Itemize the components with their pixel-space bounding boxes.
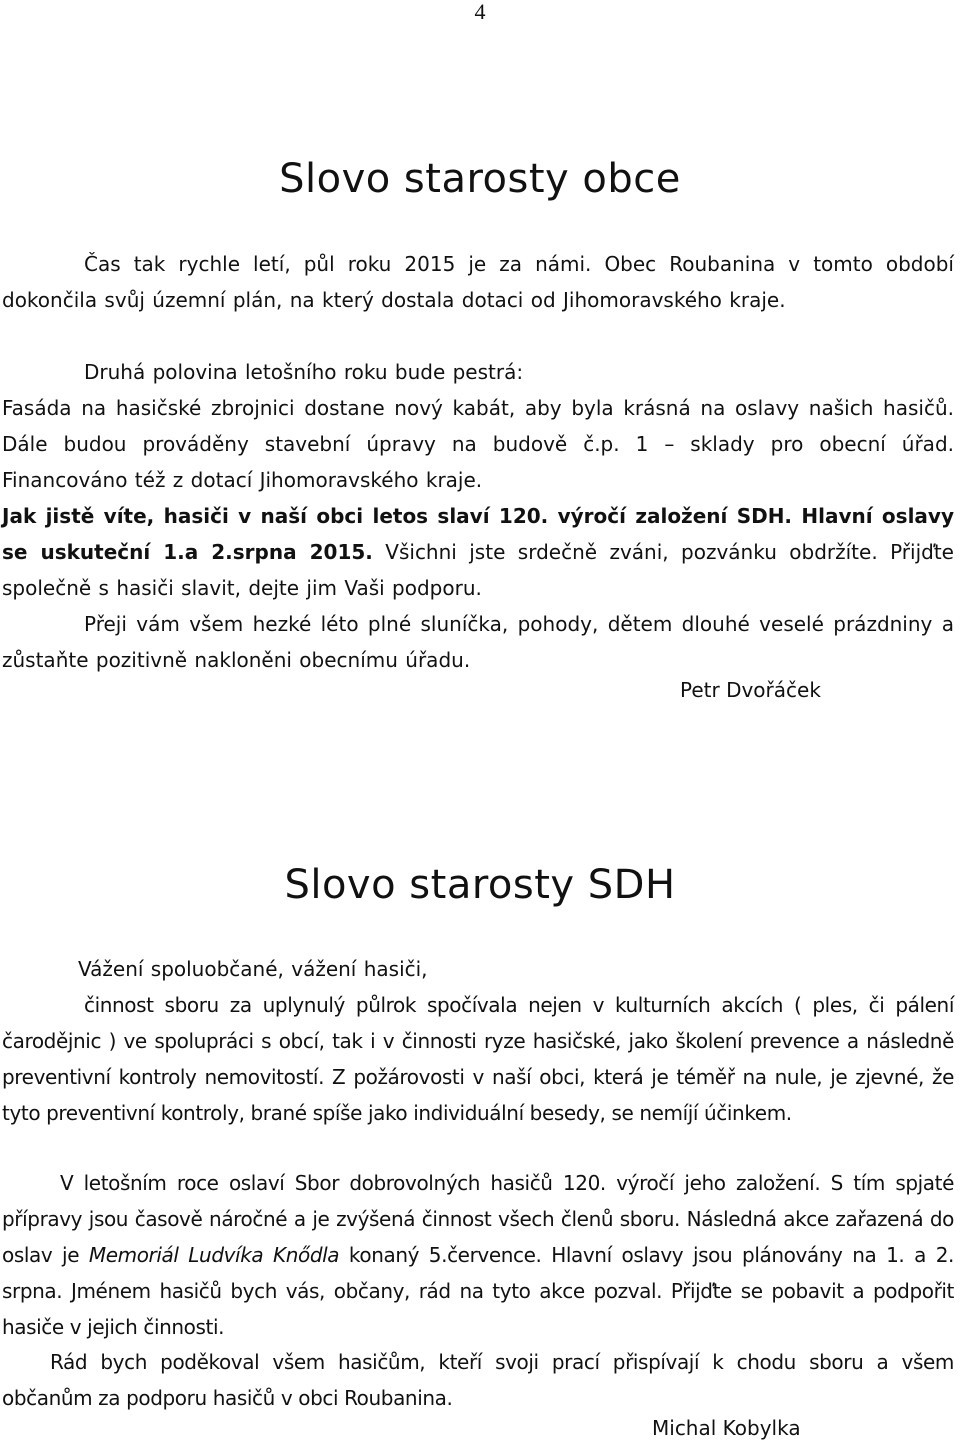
sdh-paragraph-2-start: V letošním roce oslaví Sbor dobrovolných hasičů 120. výročí jeho založení. S tím spjaté přípravy jsou časově náročné a je zvýšená činnost všech členů sboru. Následná akce zařazená do oslav je: [2, 1171, 954, 1267]
mayor-paragraph-4: [2, 498, 954, 606]
sdh-greeting: Vážení spoluobčané, vážení hasiči,: [78, 957, 428, 981]
mayor-paragraph-1: Čas tak rychle letí, půl roku 2015 je za námi. Obec Roubanina v tomto období dokončila svůj územní plán, na který dostala dotaci od Jihomoravského kraje.: [2, 252, 954, 312]
mayor-paragraph-5: Přeji vám všem hezké léto plné sluníčka, pohody, dětem dlouhé veselé prázdniny a zůstaňte pozitivně nakloněni obecnímu úřadu.: [2, 612, 954, 672]
sdh-paragraph-2-end: konaný 5.července. Hlavní oslavy jsou plánovány na 1. a 2. srpna. Jménem hasičů bych vás, občany, rád na tyto akce pozval. Přijďte se pobavit a podpořit hasiče v jejich činnosti.: [2, 1243, 955, 1339]
memorial-name: Memoriál Ludvíka Knődla: [88, 1243, 340, 1267]
mayor-paragraph-2: Druhá polovina letošního roku bude pestrá:: [84, 360, 524, 384]
sdh-paragraph-3: Rád bych poděkoval všem hasičům, kteří svoji prací přispívají k chodu sboru a všem občanům za podporu hasičů v obci Roubanina.: [2, 1350, 954, 1410]
sdh-paragraph-2: [2, 1165, 954, 1345]
sdh-signature: Michal Kobylka: [652, 1416, 801, 1440]
sdh-paragraph-1: činnost sboru za uplynulý půlrok spočívala nejen v kulturních akcích ( ples, či pálení čarodějnic ) ve spolupráci s obcí, tak i v činnosti ryze hasičské, jako školení prevence a následně preventivní kontroly nemovitostí. Z požárovosti v naší obci, která je téměř na nule, je zjevné, že tyto preventivní kontroly, brané spíše jako individuální besedy, se nemíjí účinkem.: [2, 993, 954, 1125]
sdh-anniversary-bold: Jak jistě víte, hasiči v naší obci letos slaví 120. výročí založení SDH. Hlavní oslavy se uskuteční 1.a 2.srpna 2015.: [2, 504, 954, 564]
mayor-paragraph-3: Fasáda na hasičské zbrojnici dostane nový kabát, aby byla krásná na oslavy našich hasičů. Dále budou prováděny stavební úpravy na budově č.p. 1 – sklady pro obecní úřad. Financováno též z dotací Jihomoravského kraje.: [2, 396, 954, 492]
mayor-signature: Petr Dvořáček: [680, 678, 821, 702]
section-title-sdh: Slovo starosty SDH: [284, 862, 676, 908]
sdh-invitation-text: Všichni jste srdečně zváni, pozvánku obdržíte. Přijďte společně s hasiči slavit, dejte jim Vaši podporu.: [2, 540, 954, 600]
page-number: 4: [474, 0, 486, 24]
section-title-mayor: Slovo starosty obce: [279, 156, 681, 202]
